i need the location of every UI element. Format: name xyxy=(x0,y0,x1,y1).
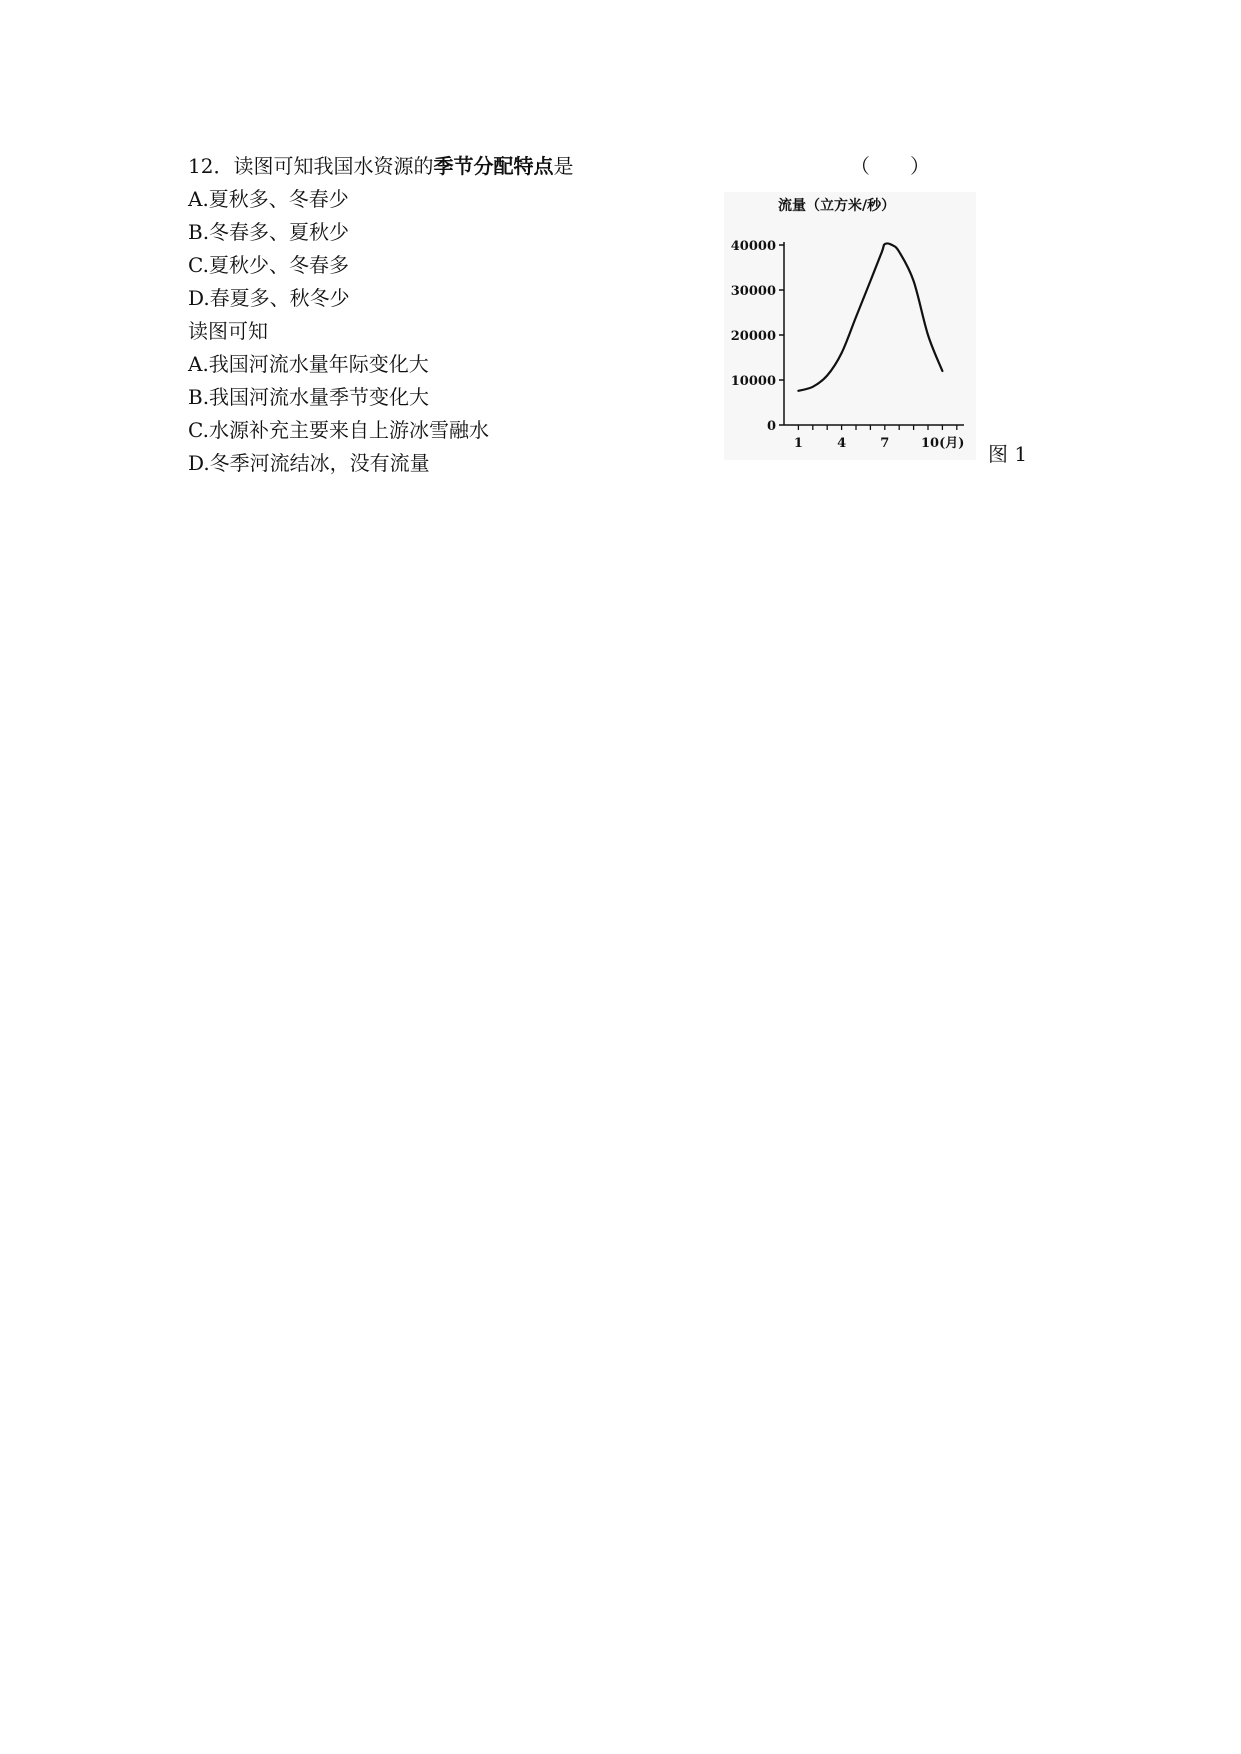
stem-prefix: 12．读图可知我国水资源的 xyxy=(188,154,434,178)
question-12-stem xyxy=(188,153,573,179)
chart-title: 流量（立方米/秒） xyxy=(778,198,896,214)
y-tick-label: 10000 xyxy=(730,374,776,389)
q2-option-a: A.我国河流水量年际变化大 xyxy=(188,352,429,376)
x-tick-label: 10(月) xyxy=(921,436,965,451)
question-2-stem: 读图可知 xyxy=(188,319,268,343)
x-axis xyxy=(784,425,964,451)
figure-caption: 图 1 xyxy=(988,442,1028,466)
option-d: D.春夏多、秋冬少 xyxy=(188,286,350,310)
x-tick-label: 1 xyxy=(793,436,803,451)
q2-option-d: D.冬季河流结冰，没有流量 xyxy=(188,451,430,475)
y-tick-label: 30000 xyxy=(730,284,776,299)
flow-line xyxy=(798,244,942,391)
flow-chart-svg xyxy=(724,192,976,460)
y-tick-label: 40000 xyxy=(730,239,776,254)
flow-chart xyxy=(724,192,976,460)
answer-paren: （ ） xyxy=(850,154,930,178)
y-tick-label: 20000 xyxy=(730,329,776,344)
q2-option-c: C.水源补充主要来自上游冰雪融水 xyxy=(188,418,489,442)
q2-option-b: B.我国河流水量季节变化大 xyxy=(188,385,430,409)
option-c: C.夏秋少、冬春多 xyxy=(188,253,349,277)
y-tick-label: 0 xyxy=(766,419,776,434)
stem-emphasis: 季节分配特点 xyxy=(433,154,554,178)
option-b: B.冬春多、夏秋少 xyxy=(188,220,350,244)
y-axis xyxy=(731,239,784,434)
option-a: A.夏秋多、冬春少 xyxy=(188,187,349,211)
x-tick-label: 7 xyxy=(880,436,890,451)
stem-suffix: 是 xyxy=(553,154,574,178)
series-group xyxy=(798,244,942,391)
x-tick-label: 4 xyxy=(837,436,847,451)
